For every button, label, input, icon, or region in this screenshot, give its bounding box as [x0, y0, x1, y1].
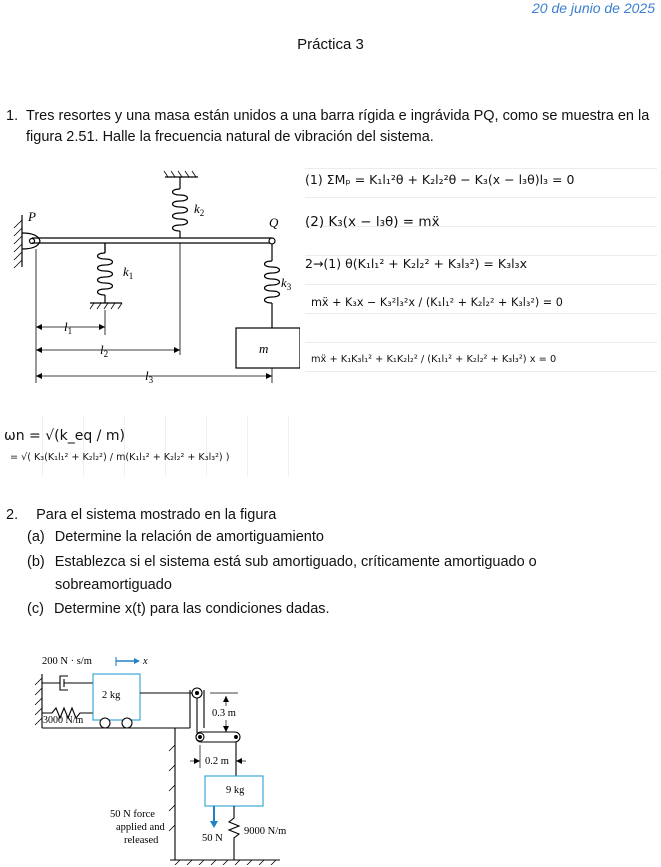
omega-lhs: ωn = √(k_eq / m) — [4, 428, 125, 444]
handwritten-line: 2→(1) θ(K₁l₁² + K₂l₂² + K₃l₃²) = K₃l₃x — [305, 256, 527, 271]
svg-text:l1 — [64, 319, 72, 336]
question-number: 2. — [6, 507, 19, 523]
question-text: Tres resortes y una masa están unidos a una barra rígida e ingrávida PQ, como se muestra en la figura 2.51. Halle la frecuencia natural de vibración del sistema. — [26, 108, 650, 145]
label-dim-02: 0.2 m — [205, 756, 229, 767]
handwritten-line: mẍ + K₁K₃l₁² + K₁K₂l₂² / (K₁l₁² + K₂l₂² + K₃l₃²) x = 0 — [311, 354, 557, 365]
svg-text:k3 — [281, 275, 292, 292]
question-text: Para el sistema mostrado en la figura — [36, 507, 277, 523]
subitem-text: Determine la relación de amortiguamiento — [54, 529, 324, 545]
label-l1-sub: 1 — [67, 326, 73, 336]
page-title: Práctica 3 — [297, 36, 364, 53]
question-number: 1. — [6, 108, 19, 124]
label-k2-sub: 2 — [199, 208, 205, 218]
handwritten-derivation — [305, 168, 657, 400]
label-mass-2: 9 kg — [226, 785, 245, 796]
label-p: P — [28, 209, 36, 224]
label-l3: l — [145, 368, 149, 383]
subitem — [27, 599, 330, 620]
label-x: x — [143, 656, 148, 667]
svg-text:l3 — [145, 368, 154, 385]
subitem-continued — [55, 575, 172, 596]
handwritten-line: (2) K₃(x − l₃θ) = mẍ — [305, 214, 440, 230]
label-force-line-3: released — [124, 835, 159, 846]
label-l2-sub: 2 — [103, 349, 109, 359]
question-1 — [6, 106, 656, 148]
label-k3: k — [281, 275, 287, 290]
subitem-label: (a) — [27, 529, 45, 545]
label-mass-1: 2 kg — [102, 690, 121, 701]
subitem — [27, 552, 537, 573]
subitem-label: (b) — [27, 554, 45, 570]
label-spring-1: 3000 N/m — [43, 715, 84, 726]
label-k1: k — [123, 264, 129, 279]
omega-rhs: = √( K₃(K₁l₁² + K₂l₂²) / m(K₁l₁² + K₂l₂² + K₃l₃²) ) — [10, 452, 230, 463]
label-k3-sub: 3 — [286, 282, 292, 292]
subitem-text: Establezca si el sistema está sub amortiguado, críticamente amortiguado o — [54, 554, 537, 570]
handwritten-line: (1) ΣMₚ = K₁l₁²θ + K₂l₂²θ − K₃(x − l₃θ)l₃ = 0 — [305, 172, 575, 187]
label-force: 50 N — [202, 833, 223, 844]
svg-text:P — [27, 209, 36, 224]
subitem-label: (c) — [27, 601, 44, 617]
svg-text:Q — [269, 215, 279, 230]
label-force-line-2: applied and — [116, 822, 165, 833]
svg-text:k2 — [194, 201, 204, 218]
subitem-text: Determine x(t) para las condiciones dadas. — [53, 601, 330, 617]
label-k2: k — [194, 201, 200, 216]
subitem — [27, 527, 324, 548]
label-damper: 200 N · s/m — [42, 656, 92, 667]
question-2 — [6, 505, 276, 526]
label-l2: l — [100, 342, 104, 357]
label-l1: l — [64, 319, 68, 334]
natural-frequency-result — [2, 416, 306, 476]
subitem-text: sobreamortiguado — [55, 577, 172, 593]
label-dim-03: 0.3 m — [212, 708, 236, 719]
label-l3-sub: 3 — [148, 375, 154, 385]
handwritten-line: mẍ + K₃x − K₃²l₃²x / (K₁l₁² + K₂l₂² + K₃l₃²) = 0 — [311, 296, 563, 309]
label-mass: m — [259, 341, 269, 356]
svg-text:l2 — [100, 342, 108, 359]
label-k1-sub: 1 — [128, 271, 134, 281]
figure-damped-system — [30, 650, 320, 865]
date: 20 de junio de 2025 — [532, 0, 655, 16]
label-spring-2: 9000 N/m — [244, 826, 287, 837]
svg-text:k1 — [123, 264, 133, 281]
label-force-line-1: 50 N force — [110, 809, 155, 820]
figure-spring-bar — [10, 165, 300, 395]
svg-text:m — [259, 341, 268, 356]
label-q: Q — [269, 215, 279, 230]
